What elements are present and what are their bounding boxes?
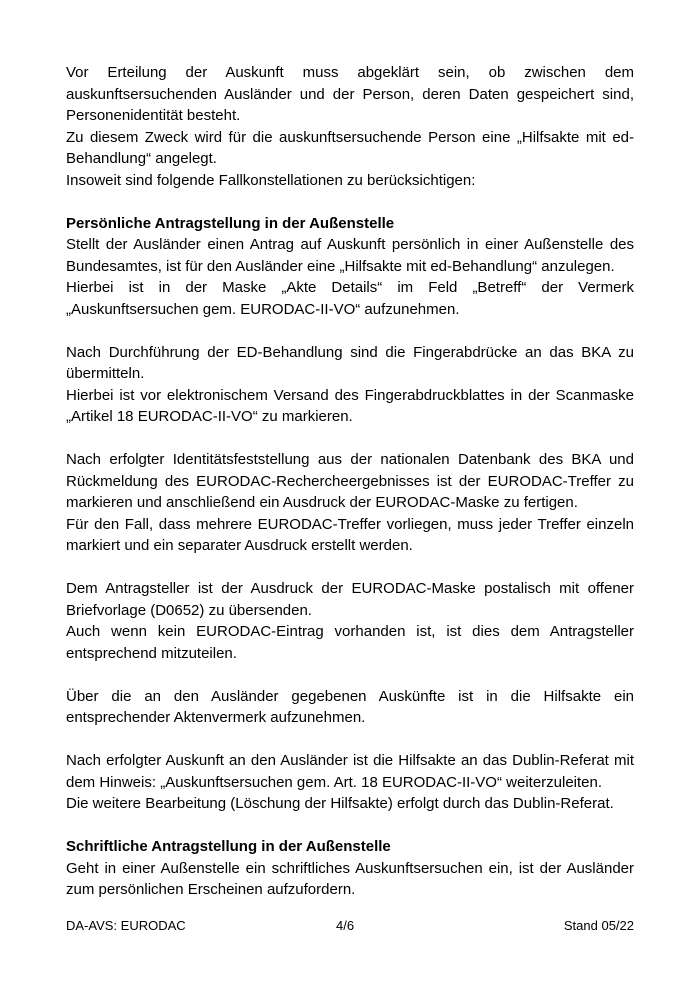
footer-document-id: DA-AVS: EURODAC [66,918,186,933]
paragraph: Für den Fall, dass mehrere EURODAC-Treffer vorliegen, muss jeder Treffer einzeln markiert und ein separater Ausdruck erstellt werden. [66,515,634,554]
paragraph: Hierbei ist vor elektronischem Versand des Fingerabdruckblattes in der Scanmaske „Artikel 18 EURODAC-II-VO“ zu markieren. [66,386,634,425]
paragraph: Über die an den Ausländer gegebenen Auskünfte ist in die Hilfsakte ein entsprechender Aktenvermerk aufzunehmen. [66,687,634,726]
paragraph: Vor Erteilung der Auskunft muss abgeklärt sein, ob zwischen dem auskunftsersuchenden Ausländer und der Person, deren Daten gespeichert sind, Personenidentität besteht. [66,64,634,124]
paragraph: Auch wenn kein EURODAC-Eintrag vorhanden ist, ist dies dem Antragsteller entsprechend mitzuteilen. [66,623,634,662]
paragraph: Geht in einer Außenstelle ein schriftliches Auskunftsersuchen ein, ist der Ausländer zum persönlichen Erscheinen aufzufordern. [66,859,634,898]
paragraph: Die weitere Bearbeitung (Löschung der Hilfsakte) erfolgt durch das Dublin-Referat. [66,795,614,812]
paragraph: Dem Antragsteller ist der Ausdruck der EURODAC-Maske postalisch mit offener Briefvorlage (D0652) zu übersenden. [66,580,634,619]
footer-version: Stand 05/22 [563,918,634,933]
paragraph: Stellt der Ausländer einen Antrag auf Auskunft persönlich in einer Außenstelle des Bundesamtes, ist für den Ausländer eine „Hilfsakte mit ed-Behandlung“ anzulegen. [66,236,634,275]
paragraph: Nach erfolgter Auskunft an den Ausländer ist die Hilfsakte an das Dublin-Referat mit dem Hinweis: „Auskunftsersuchen gem. Art. 18 EURODAC-II-VO“ weiterzuleiten. [66,752,634,791]
document-body [66,62,634,901]
paragraph: Insoweit sind folgende Fallkonstellationen zu berücksichtigen: [66,171,476,189]
paragraph: Zu diesem Zweck wird für die auskunftsersuchende Person eine „Hilfsakte mit ed-Behandlung“ angelegt. [66,128,634,167]
section-heading: Persönliche Antragstellung in der Außenstelle [66,214,395,232]
paragraph: Hierbei ist in der Maske „Akte Details“ im Feld „Betreff“ der Vermerk „Auskunftsersuchen gem. EURODAC-II-VO“ aufzunehmen. [66,279,634,318]
footer-page-number: 4/6 [336,918,355,933]
paragraph: Nach Durchführung der ED-Behandlung sind die Fingerabdrücke an das BKA zu übermitteln. [66,343,634,382]
page-footer [66,917,634,935]
section-heading: Schriftliche Antragstellung in der Außenstelle [66,838,391,855]
paragraph: Nach erfolgter Identitätsfeststellung aus der nationalen Datenbank des BKA und Rückmeldung des EURODAC-Rechercheergebnisses ist der EURODAC-Treffer zu markieren und anschließend ein Ausdruck der EURODAC-Maske zu fertigen. [66,451,634,511]
